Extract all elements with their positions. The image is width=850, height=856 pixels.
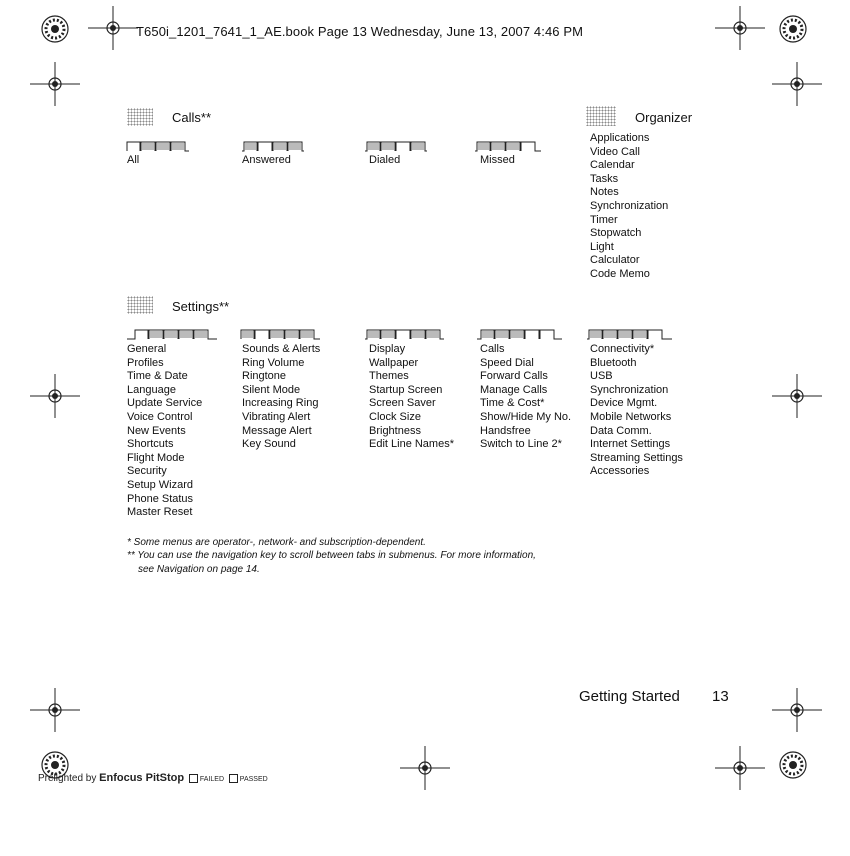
list-item: Master Reset bbox=[127, 506, 193, 519]
settings-icon bbox=[127, 296, 153, 314]
calls-tabs-all bbox=[126, 138, 190, 152]
registration-crosshair-left-bottom bbox=[30, 688, 80, 732]
footnote-2: ** You can use the navigation key to scroll between tabs in submenus. For more information, bbox=[127, 550, 536, 561]
list-item: Switch to Line 2* bbox=[480, 438, 562, 451]
list-item: Video Call bbox=[590, 145, 640, 158]
list-item: Brightness bbox=[369, 424, 421, 437]
list-item: Increasing Ring bbox=[242, 397, 319, 410]
list-item: Show/Hide My No. bbox=[480, 410, 572, 423]
list-item: Tasks bbox=[590, 172, 619, 185]
organizer-title: Organizer bbox=[635, 110, 693, 125]
organizer-icon bbox=[586, 106, 616, 126]
list-item: Notes bbox=[590, 186, 619, 199]
list-item: Applications bbox=[590, 132, 650, 144]
footer-section-title: Getting Started bbox=[579, 688, 680, 705]
calls-column-dialed: Dialed bbox=[369, 154, 401, 166]
settings-tabs-sounds bbox=[240, 326, 324, 340]
list-item: Ring Volume bbox=[242, 356, 305, 369]
registration-crosshair-top bbox=[88, 6, 138, 50]
registration-crosshair-bottom-center bbox=[400, 746, 450, 790]
list-item: Streaming Settings bbox=[590, 451, 683, 464]
registration-crosshair-left-top bbox=[30, 62, 80, 106]
list-item: Accessories bbox=[590, 465, 650, 478]
settings-tabs-calls bbox=[476, 326, 564, 340]
list-item: Time & Date bbox=[127, 370, 188, 383]
list-item: Edit Line Names* bbox=[369, 438, 454, 451]
list-item: Wallpaper bbox=[369, 356, 419, 369]
list-item: Timer bbox=[590, 213, 618, 226]
list-item: Setup Wizard bbox=[127, 478, 194, 491]
list-item: New Events bbox=[127, 424, 186, 437]
registration-crosshair-right-top bbox=[772, 62, 822, 106]
calls-tabs-answered bbox=[241, 138, 305, 152]
calls-column-answered: Answered bbox=[242, 154, 291, 166]
list-item: USB bbox=[590, 370, 613, 383]
list-item: Time & Cost* bbox=[480, 397, 545, 410]
footnote-2-continued: see Navigation on page 14. bbox=[138, 564, 260, 575]
settings-column-calls bbox=[480, 343, 571, 452]
registration-crosshair-right-mid bbox=[772, 374, 822, 418]
list-item: Calls bbox=[480, 343, 505, 355]
list-item: Connectivity* bbox=[590, 343, 655, 355]
list-item: Display bbox=[369, 343, 406, 355]
list-item: Update Service bbox=[127, 397, 203, 410]
list-item: Speed Dial bbox=[480, 356, 534, 369]
settings-tabs-display bbox=[364, 326, 448, 340]
list-item: Code Memo bbox=[590, 267, 650, 280]
list-item: Data Comm. bbox=[590, 424, 652, 437]
list-item: Bluetooth bbox=[590, 356, 637, 369]
settings-title: Settings** bbox=[172, 299, 230, 314]
list-item: Shortcuts bbox=[127, 438, 174, 451]
list-item: Key Sound bbox=[242, 438, 296, 451]
list-item: Light bbox=[590, 240, 614, 253]
list-item: Mobile Networks bbox=[590, 410, 672, 423]
preflight-brand: Enfocus PitStop bbox=[99, 772, 185, 784]
list-item: Calendar bbox=[590, 159, 635, 172]
list-item: Device Mgmt. bbox=[590, 397, 658, 410]
list-item: Forward Calls bbox=[480, 370, 548, 383]
list-item: Flight Mode bbox=[127, 451, 185, 464]
calls-title: Calls** bbox=[172, 110, 212, 125]
settings-column-general bbox=[127, 343, 202, 520]
registration-crosshair-top-right bbox=[715, 6, 765, 50]
registration-crosshair-bottom-right bbox=[715, 746, 765, 790]
list-item: Voice Control bbox=[127, 410, 193, 423]
footnote-1: * Some menus are operator-, network- and subscription-dependent. bbox=[127, 537, 426, 548]
list-item: Manage Calls bbox=[480, 383, 548, 396]
list-item: Startup Screen bbox=[369, 383, 443, 396]
calls-tabs-missed bbox=[474, 138, 542, 152]
list-item: Stopwatch bbox=[590, 227, 642, 240]
preflight-prefix: Prelighted by bbox=[38, 773, 97, 784]
list-item: Handsfree bbox=[480, 424, 531, 437]
settings-column-connectivity bbox=[590, 343, 683, 479]
list-item: Calculator bbox=[590, 254, 640, 267]
list-item: Message Alert bbox=[242, 424, 312, 437]
list-item: Themes bbox=[369, 370, 409, 383]
settings-tabs-general bbox=[126, 326, 218, 340]
list-item: Phone Status bbox=[127, 492, 194, 505]
list-item: Screen Saver bbox=[369, 397, 436, 410]
registration-circle-bottom-right bbox=[778, 750, 808, 780]
calls-tabs-dialed bbox=[364, 138, 428, 152]
registration-crosshair-left-mid bbox=[30, 374, 80, 418]
list-item: Synchronization bbox=[590, 383, 669, 396]
settings-column-sounds bbox=[242, 343, 320, 452]
list-item: Vibrating Alert bbox=[242, 410, 311, 423]
organizer-list bbox=[590, 132, 668, 282]
registration-circle-top-right bbox=[778, 14, 808, 44]
settings-column-display bbox=[369, 343, 454, 452]
list-item: Language bbox=[127, 383, 176, 396]
calls-column-missed: Missed bbox=[480, 154, 515, 166]
settings-tabs-connectivity bbox=[586, 326, 674, 340]
calls-column-all: All bbox=[127, 154, 140, 166]
list-item: Profiles bbox=[127, 356, 164, 369]
passed-label: PASSED bbox=[239, 776, 268, 783]
registration-circle-top-left bbox=[40, 14, 70, 44]
page-number: 13 bbox=[712, 688, 729, 705]
list-item: Security bbox=[127, 465, 167, 478]
list-item: Clock Size bbox=[369, 410, 421, 423]
calls-icon bbox=[127, 108, 153, 126]
preflight-stamp bbox=[38, 772, 268, 784]
registration-crosshair-right-bottom bbox=[772, 688, 822, 732]
failed-label: FAILED bbox=[199, 776, 225, 783]
list-item: Synchronization bbox=[590, 199, 669, 212]
list-item: Internet Settings bbox=[590, 438, 671, 451]
passed-checkbox-icon bbox=[229, 774, 238, 783]
list-item: Sounds & Alerts bbox=[242, 343, 321, 355]
failed-checkbox-icon bbox=[189, 774, 198, 783]
list-item: General bbox=[127, 343, 167, 355]
list-item: Silent Mode bbox=[242, 383, 301, 396]
list-item: Ringtone bbox=[242, 370, 287, 383]
print-header: T650i_1201_7641_1_AE.book Page 13 Wednesday, June 13, 2007 4:46 PM bbox=[136, 24, 584, 39]
